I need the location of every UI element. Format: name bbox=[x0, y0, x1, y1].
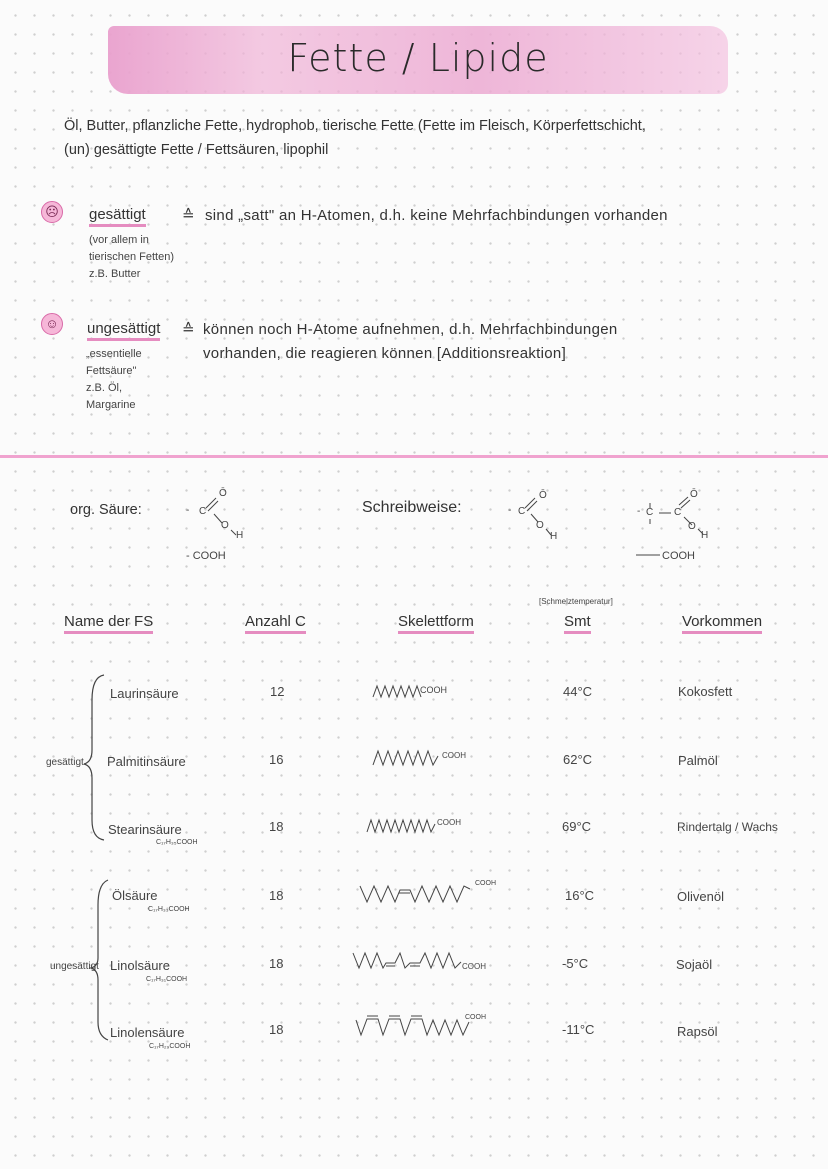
acid-carbon-2: C bbox=[518, 506, 526, 517]
row-count: 18 bbox=[269, 888, 284, 903]
row-skeleton-tail: COOH bbox=[475, 880, 496, 887]
unsaturated-note-1: „essentielle bbox=[86, 348, 142, 360]
row-count: 16 bbox=[269, 752, 284, 767]
acid-carbon-3a: C bbox=[646, 507, 654, 518]
row-formula: C₁₇H₃₅COOH bbox=[156, 839, 198, 846]
row-source: Rindertalg / Wachs bbox=[677, 820, 778, 834]
acid-dash-1: - bbox=[186, 505, 190, 516]
acid-formula-short: - COOH bbox=[186, 550, 226, 562]
row-count: 18 bbox=[269, 956, 284, 971]
row-name: Linolensäure bbox=[110, 1025, 185, 1040]
row-count: 18 bbox=[269, 819, 284, 834]
row-formula: C₁₇H₃₃COOH bbox=[148, 906, 190, 913]
skeleton-laurinsaeure bbox=[373, 686, 421, 697]
acid-hydrogen-2: H bbox=[550, 531, 558, 542]
saturated-note-3: z.B. Butter bbox=[89, 268, 141, 280]
row-name: Laurinsäure bbox=[110, 686, 179, 701]
row-source: Palmöl bbox=[678, 753, 718, 768]
acid-hydrogen-3: H bbox=[701, 530, 709, 541]
unsaturated-note-4: Margarine bbox=[86, 399, 136, 411]
row-source: Rapsöl bbox=[677, 1024, 718, 1039]
intro-line-1: Öl, Butter, pflanzliche Fette, hydrophob, tierische Fette (Fette im Fleisch, Körperfettschicht, bbox=[64, 118, 646, 134]
row-count: 12 bbox=[270, 684, 285, 699]
row-skeleton-tail: COOH bbox=[420, 685, 447, 695]
acid-carbon-3b: C bbox=[674, 507, 682, 518]
acid-oxygen-single-1: O bbox=[221, 520, 229, 531]
writing-short: COOH bbox=[662, 550, 695, 562]
row-melt: 62°C bbox=[563, 752, 593, 767]
row-skeleton-tail: COOH bbox=[465, 1014, 486, 1021]
skeleton-palmitinsaeure bbox=[373, 751, 438, 765]
acid-label: org. Säure: bbox=[70, 502, 142, 518]
unsaturated-description-line-1: können noch H-Atome aufnehmen, d.h. Mehrfachbindungen bbox=[203, 321, 618, 338]
term-saturated-label: gesättigt bbox=[89, 206, 146, 227]
acid-dash-2: - bbox=[508, 505, 512, 516]
intro-line-2: (un) gesättigte Fette / Fettsäuren, lipophil bbox=[64, 142, 329, 158]
sad-face-icon: ☹ bbox=[41, 201, 63, 223]
unsaturated-description-line-2: vorhanden, die reagieren können [Additionsreaktion] bbox=[203, 345, 567, 362]
header-melt: Smt bbox=[564, 613, 591, 634]
saturated-note-2: tierischen Fetten) bbox=[89, 251, 174, 263]
row-melt: 16°C bbox=[565, 888, 595, 903]
saturated-note-1: (vor allem in bbox=[89, 234, 149, 246]
row-skeleton-tail: COOH bbox=[462, 962, 486, 971]
row-name: Ölsäure bbox=[112, 888, 158, 903]
row-source: Kokosfett bbox=[678, 684, 733, 699]
row-name: Palmitinsäure bbox=[107, 754, 186, 769]
acid-oxygen-double-2: Ō bbox=[539, 490, 547, 501]
acid-hydrogen-1: H bbox=[236, 530, 244, 541]
skeleton-linolensaeure bbox=[356, 1019, 469, 1035]
row-source: Olivenöl bbox=[677, 889, 724, 904]
skeleton-stearinsaeure bbox=[367, 820, 435, 832]
saturated-description: sind „satt" an H-Atomen, d.h. keine Mehrfachbindungen vorhanden bbox=[205, 207, 668, 224]
group-unsaturated-label: ungesättigt bbox=[50, 961, 99, 972]
unsaturated-equals: ≙ bbox=[182, 321, 195, 338]
header-count: Anzahl C bbox=[245, 613, 306, 634]
row-name: Linolsäure bbox=[110, 958, 170, 973]
skeleton-oelsaeure bbox=[360, 886, 470, 902]
unsaturated-note-2: Fettsäure" bbox=[86, 365, 137, 377]
melting-note: [Schmelztemperatur] bbox=[539, 597, 613, 606]
row-skeleton-tail: COOH bbox=[437, 818, 461, 827]
row-formula: C₁₇H₂₉COOH bbox=[149, 1043, 191, 1050]
row-name: Stearinsäure bbox=[108, 822, 182, 837]
acid-oxygen-double-1: Ō bbox=[219, 488, 227, 499]
page-title: Fette / Lipide bbox=[287, 36, 549, 80]
header-source: Vorkommen bbox=[682, 613, 762, 634]
header-name: Name der FS bbox=[64, 613, 153, 634]
skeleton-linolsaeure bbox=[353, 953, 461, 968]
row-melt: 44°C bbox=[563, 684, 593, 699]
header-skeleton: Skelettform bbox=[398, 613, 474, 634]
row-source: Sojaöl bbox=[676, 957, 713, 972]
row-melt: -11°C bbox=[562, 1022, 595, 1037]
row-melt: 69°C bbox=[562, 819, 592, 834]
term-unsaturated-label: ungesättigt bbox=[87, 320, 160, 341]
acid-oxygen-double-3: Ō bbox=[690, 489, 698, 500]
acid-dash-3: - bbox=[637, 506, 641, 517]
row-count: 18 bbox=[269, 1022, 284, 1037]
acid-carbon-1: C bbox=[199, 506, 207, 517]
group-saturated-label: gesättigt bbox=[46, 757, 84, 768]
saturated-equals: ≙ bbox=[182, 207, 195, 224]
row-skeleton-tail: COOH bbox=[442, 751, 466, 760]
acid-oxygen-single-2: O bbox=[536, 520, 544, 531]
unsaturated-note-3: z.B. Öl, bbox=[86, 382, 123, 394]
row-melt: -5°C bbox=[562, 956, 589, 971]
row-formula: C₁₇H₃₁COOH bbox=[146, 976, 188, 983]
writing-label: Schreibweise: bbox=[362, 499, 462, 516]
acid-oxygen-single-3: O bbox=[688, 521, 696, 532]
smiley-face-icon: ☺ bbox=[41, 313, 63, 335]
